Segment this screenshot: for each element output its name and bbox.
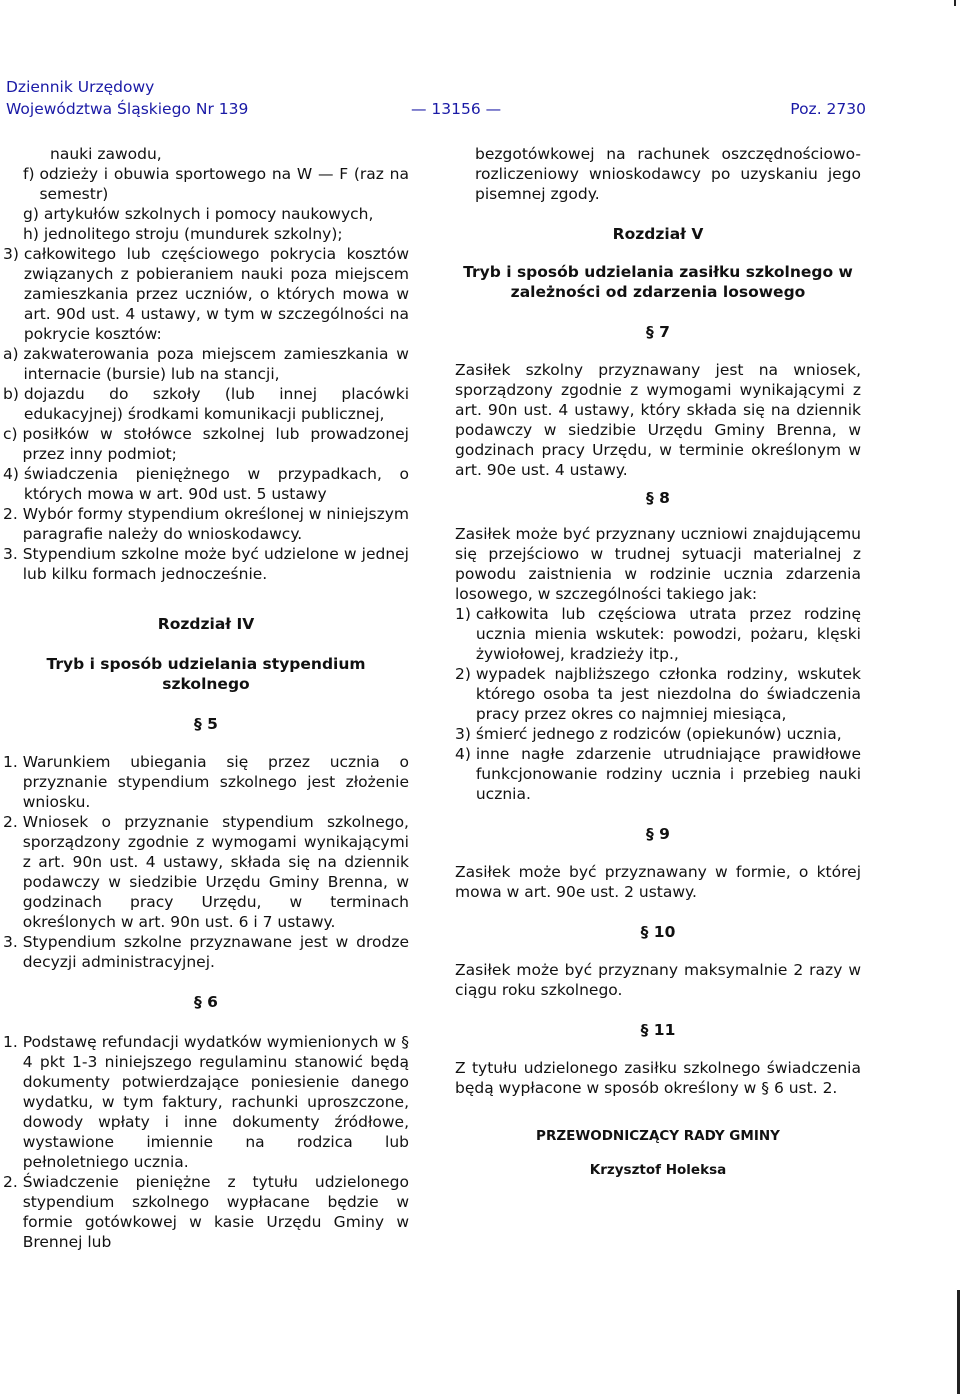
list-text: odzieży i obuwia sportowego na W — F (raz na semestr) [39, 165, 409, 203]
chapter-heading: Rozdział V [612, 225, 704, 243]
section-heading: § 11 [640, 1021, 676, 1039]
paragraph: Zasiłek może być przyznany uczniowi znajdującemu się przejściowo w trudnej sytuacji materialnej z powodu zaistnienia w rodzinie ucznia zdarzenia losowego, w szczególności takiego jak: [455, 525, 861, 603]
crop-mark [954, 0, 956, 6]
section-heading: § 10 [640, 923, 676, 941]
list-label: 1. [3, 753, 23, 771]
list-item [3, 812, 409, 932]
list-label: h) [23, 225, 44, 243]
journal-issue: Województwa Śląskiego Nr 139 [6, 100, 249, 118]
list-label: 2. [3, 505, 23, 523]
list-text: artykułów szkolnych i pomocy naukowych, [43, 205, 374, 223]
list-label: b) [3, 385, 24, 403]
list-item [3, 244, 409, 344]
list-text: zakwaterowania poza miejscem zamieszkania w internacie (bursie) lub na stancji, [23, 345, 409, 383]
paragraph: Zasiłek szkolny przyznawany jest na wniosek, sporządzony zgodnie z wymogami wynikającymi z art. 90n ust. 4 ustawy, który składa się na dziennik podawczy w siedzibie Urzędu Gminy Brenna, w godzinach pracy Urzędu, w terminie określonym w art. 90e ust. 4 ustawy. [455, 361, 861, 479]
list-label: 2. [3, 813, 23, 831]
page-number: — 13156 — [411, 100, 502, 118]
list-item [3, 204, 409, 224]
list-text: Świadczenie pieniężne z tytułu udzielonego stypendium szkolnego wypłacane będzie w formie gotówkowej w kasie Urzędu Gminy w Brennej lub [22, 1173, 409, 1251]
signature-title: PRZEWODNICZĄCY RADY GMINY [536, 1128, 780, 1144]
list-label: f) [23, 165, 40, 183]
chapter-heading: Rozdział IV [157, 615, 255, 633]
right-column [455, 144, 861, 1180]
list-text: inne nagłe zdarzenie utrudniające prawidłowe funkcjonowanie rodziny ucznia i przebieg nauki ucznia. [475, 745, 861, 803]
list-text: Stypendium szkolne przyznawane jest w drodze decyzji administracyjnej. [22, 933, 409, 971]
list-text: całkowita lub częściowa utrata przez rodzinę ucznia mienia wskutek: powodzi, pożaru, klęski żywiołowej, kradzieży itp., [475, 605, 861, 663]
list-text: Warunkiem ubiegania się przez ucznia o przyznanie stypendium szkolnego jest złożenie wniosku. [22, 753, 409, 811]
list-label: 4) [455, 745, 476, 763]
journal-name: Dziennik Urzędowy [6, 78, 155, 96]
list-text: Stypendium szkolne może być udzielone w jednej lub kilku formach jednocześnie. [22, 545, 409, 583]
list-item [3, 932, 409, 972]
list-label: 2. [3, 1173, 23, 1191]
list-text: wypadek najbliższego członka rodziny, wskutek którego osoba ta jest niezdolna do świadczenia pracy przez okres co najmniej miesiąca, [475, 665, 861, 723]
list-label: 4) [3, 465, 24, 483]
list-item [455, 744, 861, 804]
list-item [3, 1032, 409, 1172]
list-text: świadczenia pieniężnego w przypadkach, o których mowa w art. 90d ust. 5 ustawy [23, 465, 409, 503]
list-item [455, 604, 861, 664]
list-label: 1. [3, 1033, 23, 1051]
list-text: posiłków w stołówce szkolnej lub prowadzonej przez inny podmiot; [22, 425, 409, 463]
list-item [455, 664, 861, 724]
chapter-title: Tryb i sposób udzielania zasiłku szkolnego w zależności od zdarzenia losowego [463, 263, 853, 301]
list-label: c) [3, 425, 23, 443]
list-label: 3. [3, 933, 23, 951]
list-text: Podstawę refundacji wydatków wymienionych w § 4 pkt 1-3 niniejszego regulaminu stanowić będą dokumenty potwierdzające poniesienie danego wydatku, w tym faktury, rachunki uproszczone, dowody wpłaty i inne dokumenty źródłowe, wystawione imiennie na rodzica lub pełnoletniego ucznia. [22, 1033, 409, 1171]
list-item [3, 752, 409, 812]
left-column [3, 144, 409, 1252]
list-label: 3) [3, 245, 24, 263]
section-heading: § 6 [194, 993, 218, 1011]
list-label: 1) [455, 605, 476, 623]
list-text: dojazdu do szkoły (lub innej placówki edukacyjnej) środkami komunikacji publicznej, [23, 385, 409, 423]
list-item [3, 424, 409, 464]
list-item [3, 164, 409, 204]
section-heading: § 9 [646, 825, 670, 843]
paragraph: Z tytułu udzielonego zasiłku szkolnego świadczenia będą wypłacone w sposób określony w § 6 ust. 2. [455, 1059, 861, 1097]
paragraph: Zasiłek może być przyznany maksymalnie 2 razy w ciągu roku szkolnego. [455, 961, 861, 999]
list-text: całkowitego lub częściowego pokrycia kosztów związanych z pobieraniem nauki poza miejscem zamieszkania przez uczniów, o których mowa w art. 90d ust. 4 ustawy, w tym w szczególności na pokrycie kosztów: [23, 245, 409, 343]
list-label: g) [23, 205, 44, 223]
signature-name: Krzysztof Holeksa [589, 1162, 727, 1178]
list-item [3, 384, 409, 424]
list-text: śmierć jednego z rodziców (opiekunów) ucznia, [475, 725, 842, 743]
list-item [455, 724, 861, 744]
list-label: 2) [455, 665, 476, 683]
list-item [3, 544, 409, 584]
page-header [6, 76, 866, 120]
list-item [3, 1172, 409, 1252]
chapter-title: Tryb i sposób udzielania stypendium szkolnego [46, 655, 366, 693]
list-item [3, 464, 409, 504]
list-label: a) [3, 345, 24, 363]
paragraph: bezgotówkowej na rachunek oszczędnościowo-rozliczeniowy wnioskodawcy po uzyskaniu jego pisemnej zgody. [475, 145, 861, 203]
list-label: 3) [455, 725, 476, 743]
section-heading: § 8 [646, 489, 670, 507]
list-text: Wybór formy stypendium określonej w niniejszym paragrafie należy do wnioskodawcy. [22, 505, 410, 543]
section-heading: § 5 [194, 715, 218, 733]
paragraph: nauki zawodu, [50, 145, 162, 163]
list-text: jednolitego stroju (mundurek szkolny); [43, 225, 343, 243]
list-item [3, 344, 409, 384]
paragraph: Zasiłek może być przyznawany w formie, o której mowa w art. 90e ust. 2 ustawy. [455, 863, 861, 901]
list-label: 3. [3, 545, 23, 563]
list-text: Wniosek o przyznanie stypendium szkolnego, sporządzony zgodnie z wymogami wynikającymi z art. 90n ust. 4 ustawy, składa się na dziennik podawczy w siedzibie Urzędu Gminy Brenna, w godzinach pracy Urzędu, w terminach określonych w art. 90n ust. 6 i 7 ustawy. [22, 813, 409, 931]
position-number: Poz. 2730 [790, 100, 866, 118]
list-item [3, 504, 409, 544]
section-heading: § 7 [646, 323, 670, 341]
list-item [3, 224, 409, 244]
